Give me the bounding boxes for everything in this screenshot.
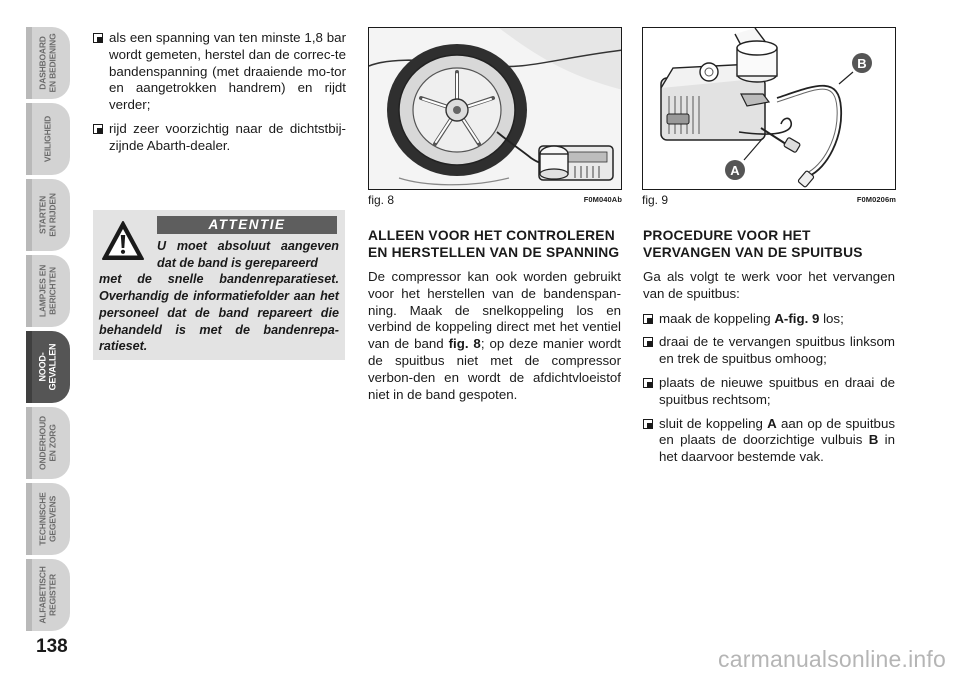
tab-label: ALFABETISCH REGISTER <box>37 566 57 624</box>
list-item-text: rijd zeer voorzichtig naar de dichtstbij-zijnde Abarth-dealer. <box>109 120 346 153</box>
tab-starten[interactable] <box>26 179 70 251</box>
list-item-text: aan op de spuitbus en plaats de doorzichtige vulbuis <box>659 415 895 448</box>
figure-9-image <box>642 27 896 190</box>
checkbox-bullet-icon <box>93 124 103 134</box>
tab-lampjes[interactable] <box>26 255 70 327</box>
tab-noodgevallen[interactable] <box>26 331 70 403</box>
tab-label: VEILIGHEID <box>42 115 53 163</box>
tab-label: NOOD- GEVALLEN <box>37 343 57 391</box>
column-2 <box>368 227 621 411</box>
list-item-text: in het daarvoor bestemde vak. <box>659 432 896 465</box>
warning-text <box>99 238 339 355</box>
list-item <box>93 30 346 114</box>
paragraph-text: De compressor kan ook worden gebruikt voor het herstellen van de bandenspan-ning. Maak de snelkoppeling los en verbind de koppeling direct met het ventiel van de band <box>368 269 621 352</box>
tab-label: DASHBOARD EN BEDIENING <box>37 33 57 93</box>
spray-can-replacement-illustration <box>643 28 896 190</box>
page-number: 138 <box>36 636 68 657</box>
warning-text-body: met de snelle bandenreparatieset. Overhandig de informatiefolder aan het personeel dat de band repareert die behandeld is met de bandenrepa-ratieset. <box>99 272 339 354</box>
section-heading: ALLEEN VOOR HET CONTROLEREN EN HERSTELLEN VAN DE SPANNING <box>368 228 620 260</box>
warning-title: ATTENTIE <box>157 216 337 234</box>
list-item <box>643 416 895 466</box>
figure-number: fig. 9 <box>642 193 669 207</box>
checkbox-bullet-icon <box>93 33 103 43</box>
checkbox-bullet-icon <box>643 378 653 388</box>
tab-dashboard[interactable] <box>26 27 70 99</box>
list-item-text: sluit de koppeling <box>659 415 768 431</box>
column-1 <box>93 30 346 162</box>
tab-label: TECHNISCHE GEGEVENS <box>37 492 57 546</box>
part-reference: B <box>868 432 879 448</box>
list-item-text: als een spanning van ten minste 1,8 bar wordt gemeten, herstel dan de correc-te bandenspanning (met draaiende mo-tor en aangetrokken handrem) en rijdt verder; <box>109 30 346 113</box>
checkbox-bullet-icon <box>643 337 653 347</box>
tab-label: STARTEN EN RIJDEN <box>37 193 57 237</box>
tab-technische[interactable] <box>26 483 70 555</box>
tab-veiligheid[interactable] <box>26 103 70 175</box>
list-item-text: los; <box>819 310 844 326</box>
paragraph: Ga als volgt te werk voor het vervangen van de spuitbus: <box>643 269 895 301</box>
tab-register[interactable] <box>26 559 70 631</box>
callout-a-label: A <box>730 163 740 178</box>
list-item <box>643 311 895 328</box>
callout-b-label: B <box>857 56 867 71</box>
warning-box <box>93 210 345 360</box>
list-item <box>643 334 895 368</box>
list-item <box>643 375 895 409</box>
figure-reference: fig. 8 <box>448 336 481 352</box>
list-item-text: plaats de nieuwe spuitbus en draai de spuitbus rechtsom; <box>659 374 895 407</box>
figure-code: F0M040Ab <box>583 195 622 204</box>
tab-onderhoud[interactable] <box>26 407 70 479</box>
figure-number: fig. 8 <box>368 193 395 207</box>
tab-label: ONDERHOUD EN ZORG <box>37 416 57 470</box>
checkbox-bullet-icon <box>643 314 653 324</box>
warning-text-lead: U moet absoluut aangeven dat de band is gerepareerd <box>157 239 339 270</box>
figure-code: F0M0206m <box>856 195 896 204</box>
tyre-compressor-illustration <box>369 28 622 190</box>
list-item-text: draai de te vervangen spuitbus linksom en trek de spuitbus omhoog; <box>659 334 895 367</box>
list-item <box>93 121 346 155</box>
figure-8-image <box>368 27 622 190</box>
list-item-text: maak de koppeling <box>659 310 775 326</box>
part-reference: A <box>767 415 777 431</box>
column-3 <box>643 227 895 473</box>
section-heading: PROCEDURE VOOR HET VERVANGEN VAN DE SPUITBUS <box>643 228 863 260</box>
watermark: carmanualsonline.info <box>718 646 946 672</box>
paragraph-text: ; op deze manier wordt de spuitbus niet met de compressor verbon-den en wordt de afdichtvloeistof niet in de band gespoten. <box>368 336 621 402</box>
checkbox-bullet-icon <box>643 419 653 429</box>
paragraph <box>368 269 621 403</box>
tab-label: LAMPJES EN BERICHTEN <box>37 264 57 318</box>
figure-reference: A-fig. 9 <box>774 310 820 326</box>
